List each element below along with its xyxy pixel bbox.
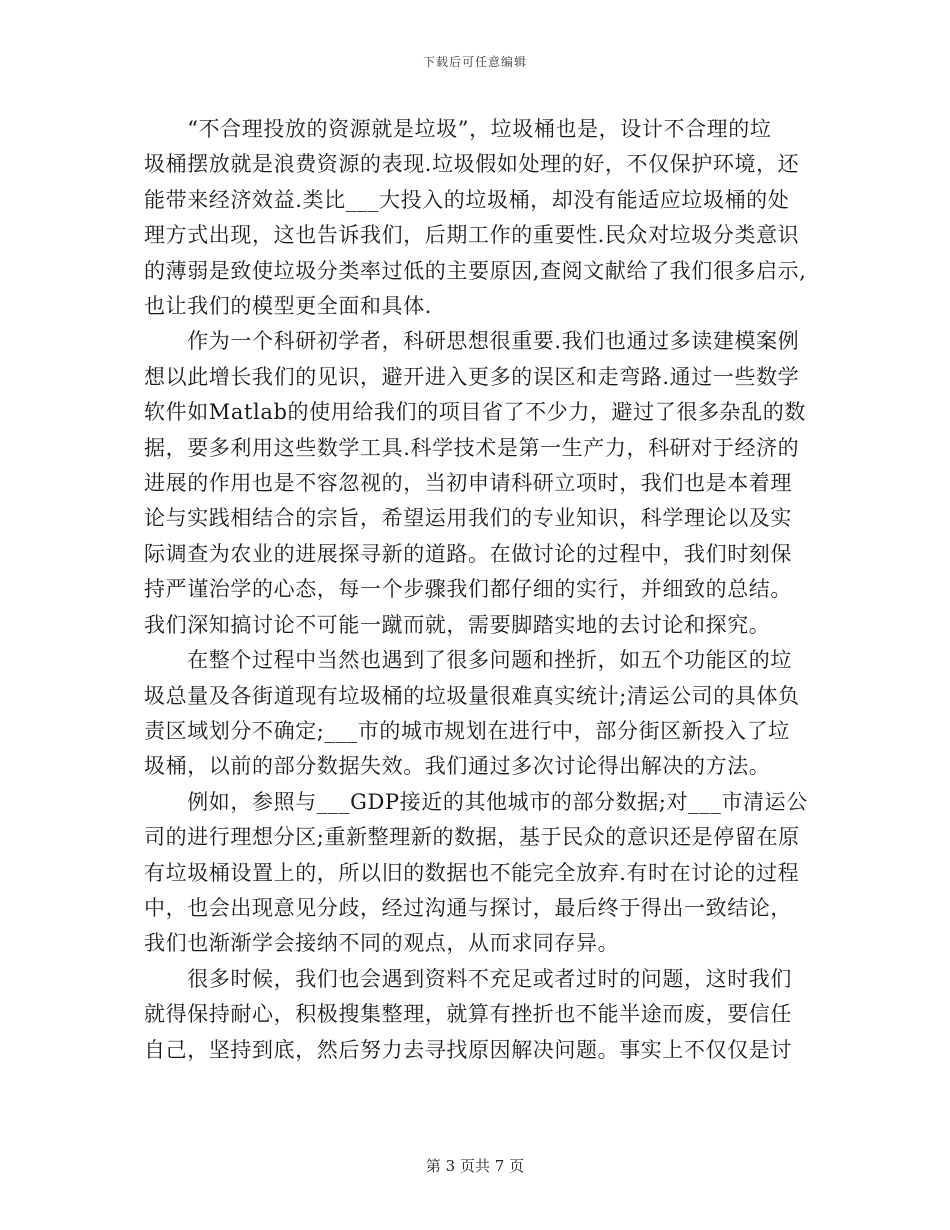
document-body (144, 112, 812, 1068)
text-line: 也让我们的模型更全面和具体. (144, 294, 433, 319)
text-line: 司的进行理想分区;重新整理新的数据，基于民众的意识还是停留在原 (144, 825, 800, 850)
paragraph-2 (144, 324, 812, 643)
paragraph-4 (144, 785, 812, 962)
text-line: 理方式出现，这也告诉我们，后期工作的重要性.民众对垃圾分类意识 (144, 223, 800, 248)
page-header: 下载后可任意编辑 (422, 55, 527, 69)
text-line: 持严谨治学的心态，每一个步骤我们都仔细的实行，并细致的总结。 (144, 577, 792, 602)
text-line: 软件如Matlab的使用给我们的项目省了不少力，避过了很多杂乱的数 (144, 400, 806, 425)
text-line: 论与实践相结合的宗旨，希望运用我们的专业知识，科学理论以及实 (144, 506, 792, 531)
text-line: 想以此增长我们的见识，避开进入更多的误区和走弯路.通过一些数学 (144, 364, 800, 389)
text-line: 进展的作用也是不容忽视的，当初申请科研立项时，我们也是本着理 (144, 471, 792, 496)
text-line: 有垃圾桶设置上的，所以旧的数据也不能完全放弃.有时在讨论的过程 (144, 860, 800, 885)
text-line: 圾总量及各街道现有垃圾桶的垃圾量很难真实统计;清运公司的具体负 (144, 683, 800, 708)
text-line: 据，要多利用这些数学工具.科学技术是第一生产力，科研对于经济的 (144, 435, 800, 460)
text-line: 就得保持耐心，积极搜集整理，就算有挫折也不能半途而废，要信任 (144, 1002, 792, 1027)
paragraph-1 (144, 112, 812, 324)
page-number-footer: 第 3 页共 7 页 (425, 1157, 525, 1175)
text-line: 责区域划分不确定;___市的城市规划在进行中，部分街区新投入了垃 (144, 718, 790, 743)
text-line: 很多时候，我们也会遇到资料不充足或者过时的问题，这时我们 (144, 966, 792, 991)
text-line: 中，也会出现意见分歧，经过沟通与探讨，最后终于得出一致结论， (144, 895, 792, 920)
text-line: 能带来经济效益.类比___大投入的垃圾桶，却没有能适应垃圾桶的处 (144, 187, 790, 212)
text-line: 我们也渐渐学会接纳不同的观点，从而求同存异。 (144, 931, 620, 956)
paragraph-3 (144, 643, 812, 785)
text-line: 圾桶，以前的部分数据失效。我们通过多次讨论得出解决的方法。 (144, 754, 771, 779)
text-line: 际调查为农业的进展探寻新的道路。在做讨论的过程中，我们时刻保 (144, 541, 792, 566)
text-line: 例如，参照与___GDP接近的其他城市的部分数据;对___市清运公 (144, 789, 808, 814)
text-line: 在整个过程中当然也遇到了很多问题和挫折，如五个功能区的垃 (144, 648, 792, 673)
text-line: 自己，坚持到底，然后努力去寻找原因解决问题。事实上不仅仅是讨 (144, 1037, 792, 1062)
paragraph-5 (144, 962, 812, 1068)
text-line: 作为一个科研初学者，科研思想很重要.我们也通过多读建模案例 (144, 329, 800, 354)
text-line: 我们深知搞讨论不可能一蹴而就，需要脚踏实地的去讨论和探究。 (144, 612, 771, 637)
text-line: 圾桶摆放就是浪费资源的表现.垃圾假如处理的好，不仅保护环境，还 (144, 152, 800, 177)
text-line: 的薄弱是致使垃圾分类率过低的主要原因,查阅文献给了我们很多启示, (144, 258, 807, 283)
text-line: “不合理投放的资源就是垃圾”，垃圾桶也是，设计不合理的垃 (144, 117, 772, 141)
